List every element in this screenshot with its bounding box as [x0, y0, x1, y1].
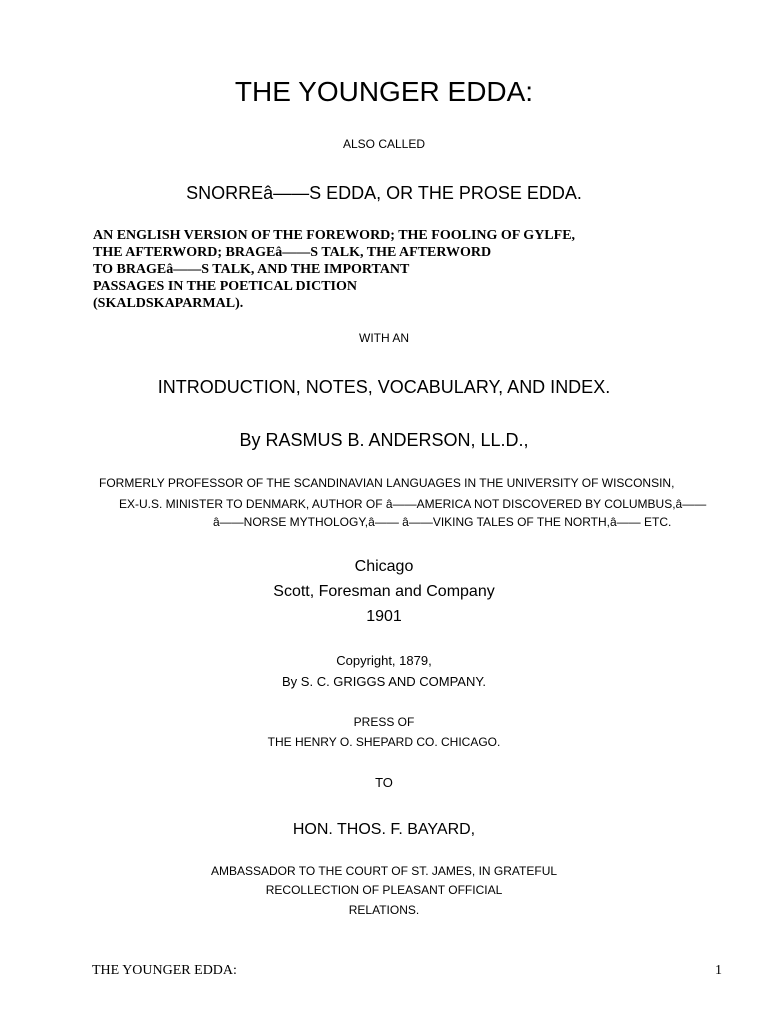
page-number: 1	[715, 963, 722, 978]
also-called-label: ALSO CALLED	[342, 137, 426, 151]
author-credentials-line: FORMERLY PROFESSOR OF THE SCANDINAVIAN LANGUAGES IN THE UNIVERSITY OF WISCONSIN,	[99, 476, 675, 490]
version-line: AN ENGLISH VERSION OF THE FOREWORD; THE FOOLING OF GYLFE,	[93, 228, 576, 243]
copyright-line: Copyright, 1879,	[336, 653, 432, 668]
press-name: THE HENRY O. SHEPARD CO. CHICAGO.	[267, 735, 501, 749]
publication-city: Chicago	[354, 558, 414, 575]
version-line: (SKALDSKAPARMAL).	[93, 296, 244, 311]
version-line: PASSAGES IN THE POETICAL DICTION	[93, 279, 357, 294]
dedicatee-name: HON. THOS. F. BAYARD,	[292, 821, 476, 838]
dedication-line: RECOLLECTION OF PLEASANT OFFICIAL	[265, 883, 503, 897]
footer-title: THE YOUNGER EDDA:	[92, 963, 237, 978]
version-description	[93, 227, 575, 312]
publisher-name: Scott, Foresman and Company	[273, 583, 495, 600]
press-label: PRESS OF	[353, 715, 415, 729]
introduction-heading: INTRODUCTION, NOTES, VOCABULARY, AND INDEX.	[157, 377, 611, 397]
dedication-line: RELATIONS.	[348, 903, 420, 917]
with-an-label: WITH AN	[359, 331, 409, 345]
author-credentials-line: EX-U.S. MINISTER TO DENMARK, AUTHOR OF â——AMERICA NOT DISCOVERED BY COLUMBUS,â——	[119, 497, 707, 511]
publication-year: 1901	[366, 608, 402, 625]
version-line: THE AFTERWORD; BRAGEâ——S TALK, THE AFTERWORD	[93, 245, 492, 260]
author-credentials-line: â——NORSE MYTHOLOGY,â—— â——VIKING TALES OF THE NORTH,â—— ETC.	[213, 515, 672, 529]
dedication-line: AMBASSADOR TO THE COURT OF ST. JAMES, IN GRATEFUL	[210, 864, 558, 878]
page-title: THE YOUNGER EDDA:	[234, 76, 534, 107]
version-line: TO BRAGEâ——S TALK, AND THE IMPORTANT	[93, 262, 410, 277]
dedication-to: TO	[375, 775, 393, 790]
author-line: By RASMUS B. ANDERSON, LL.D.,	[239, 430, 529, 450]
copyright-holder: By S. C. GRIGGS AND COMPANY.	[282, 674, 486, 689]
subtitle: SNORREâ——S EDDA, OR THE PROSE EDDA.	[186, 183, 582, 203]
